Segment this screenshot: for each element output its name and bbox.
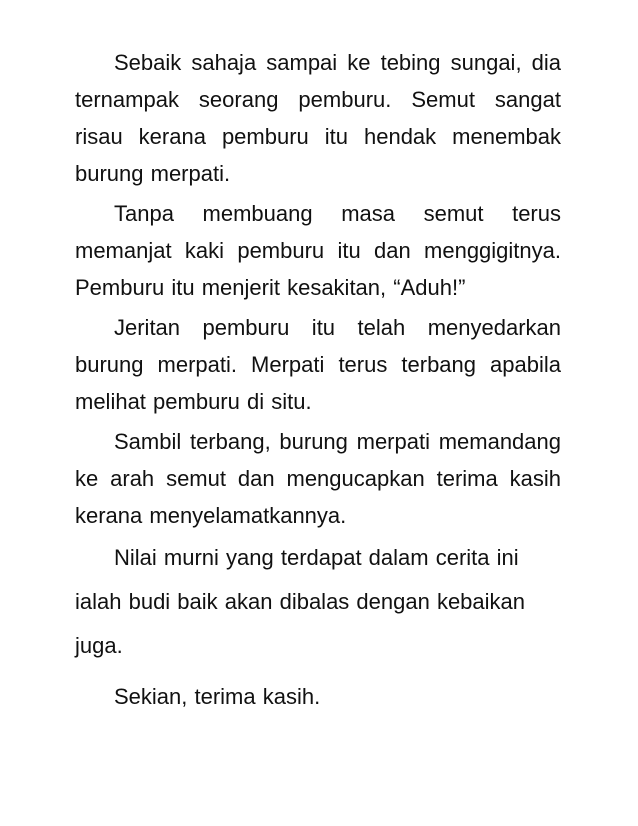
paragraph-closing: Sekian, terima kasih. [114,684,321,709]
paragraph-moral-value: Nilai murni yang terdapat dalam cerita ini ialah budi baik akan dibalas dengan kebaikan juga. [75,545,526,658]
paragraph-dove-alerted: Jeritan pemburu itu telah menyedarkan burung merpati. Merpati terus terbang apabila melihat pemburu di situ. [75,315,561,414]
paragraph-ant-bites-hunter: Tanpa membuang masa semut terus memanjat kaki pemburu itu dan menggigitnya. Pemburu itu menjerit kesakitan, “Aduh!” [75,201,561,300]
story-text [75,44,561,715]
paragraph-hunter-sighted: Sebaik sahaja sampai ke tebing sungai, dia ternampak seorang pemburu. Semut sangat risau kerana pemburu itu hendak menembak burung merpati. [75,50,561,186]
paragraph-dove-thanks-ant: Sambil terbang, burung merpati memandang ke arah semut dan mengucapkan terima kasih kerana menyelamatkannya. [75,429,561,528]
